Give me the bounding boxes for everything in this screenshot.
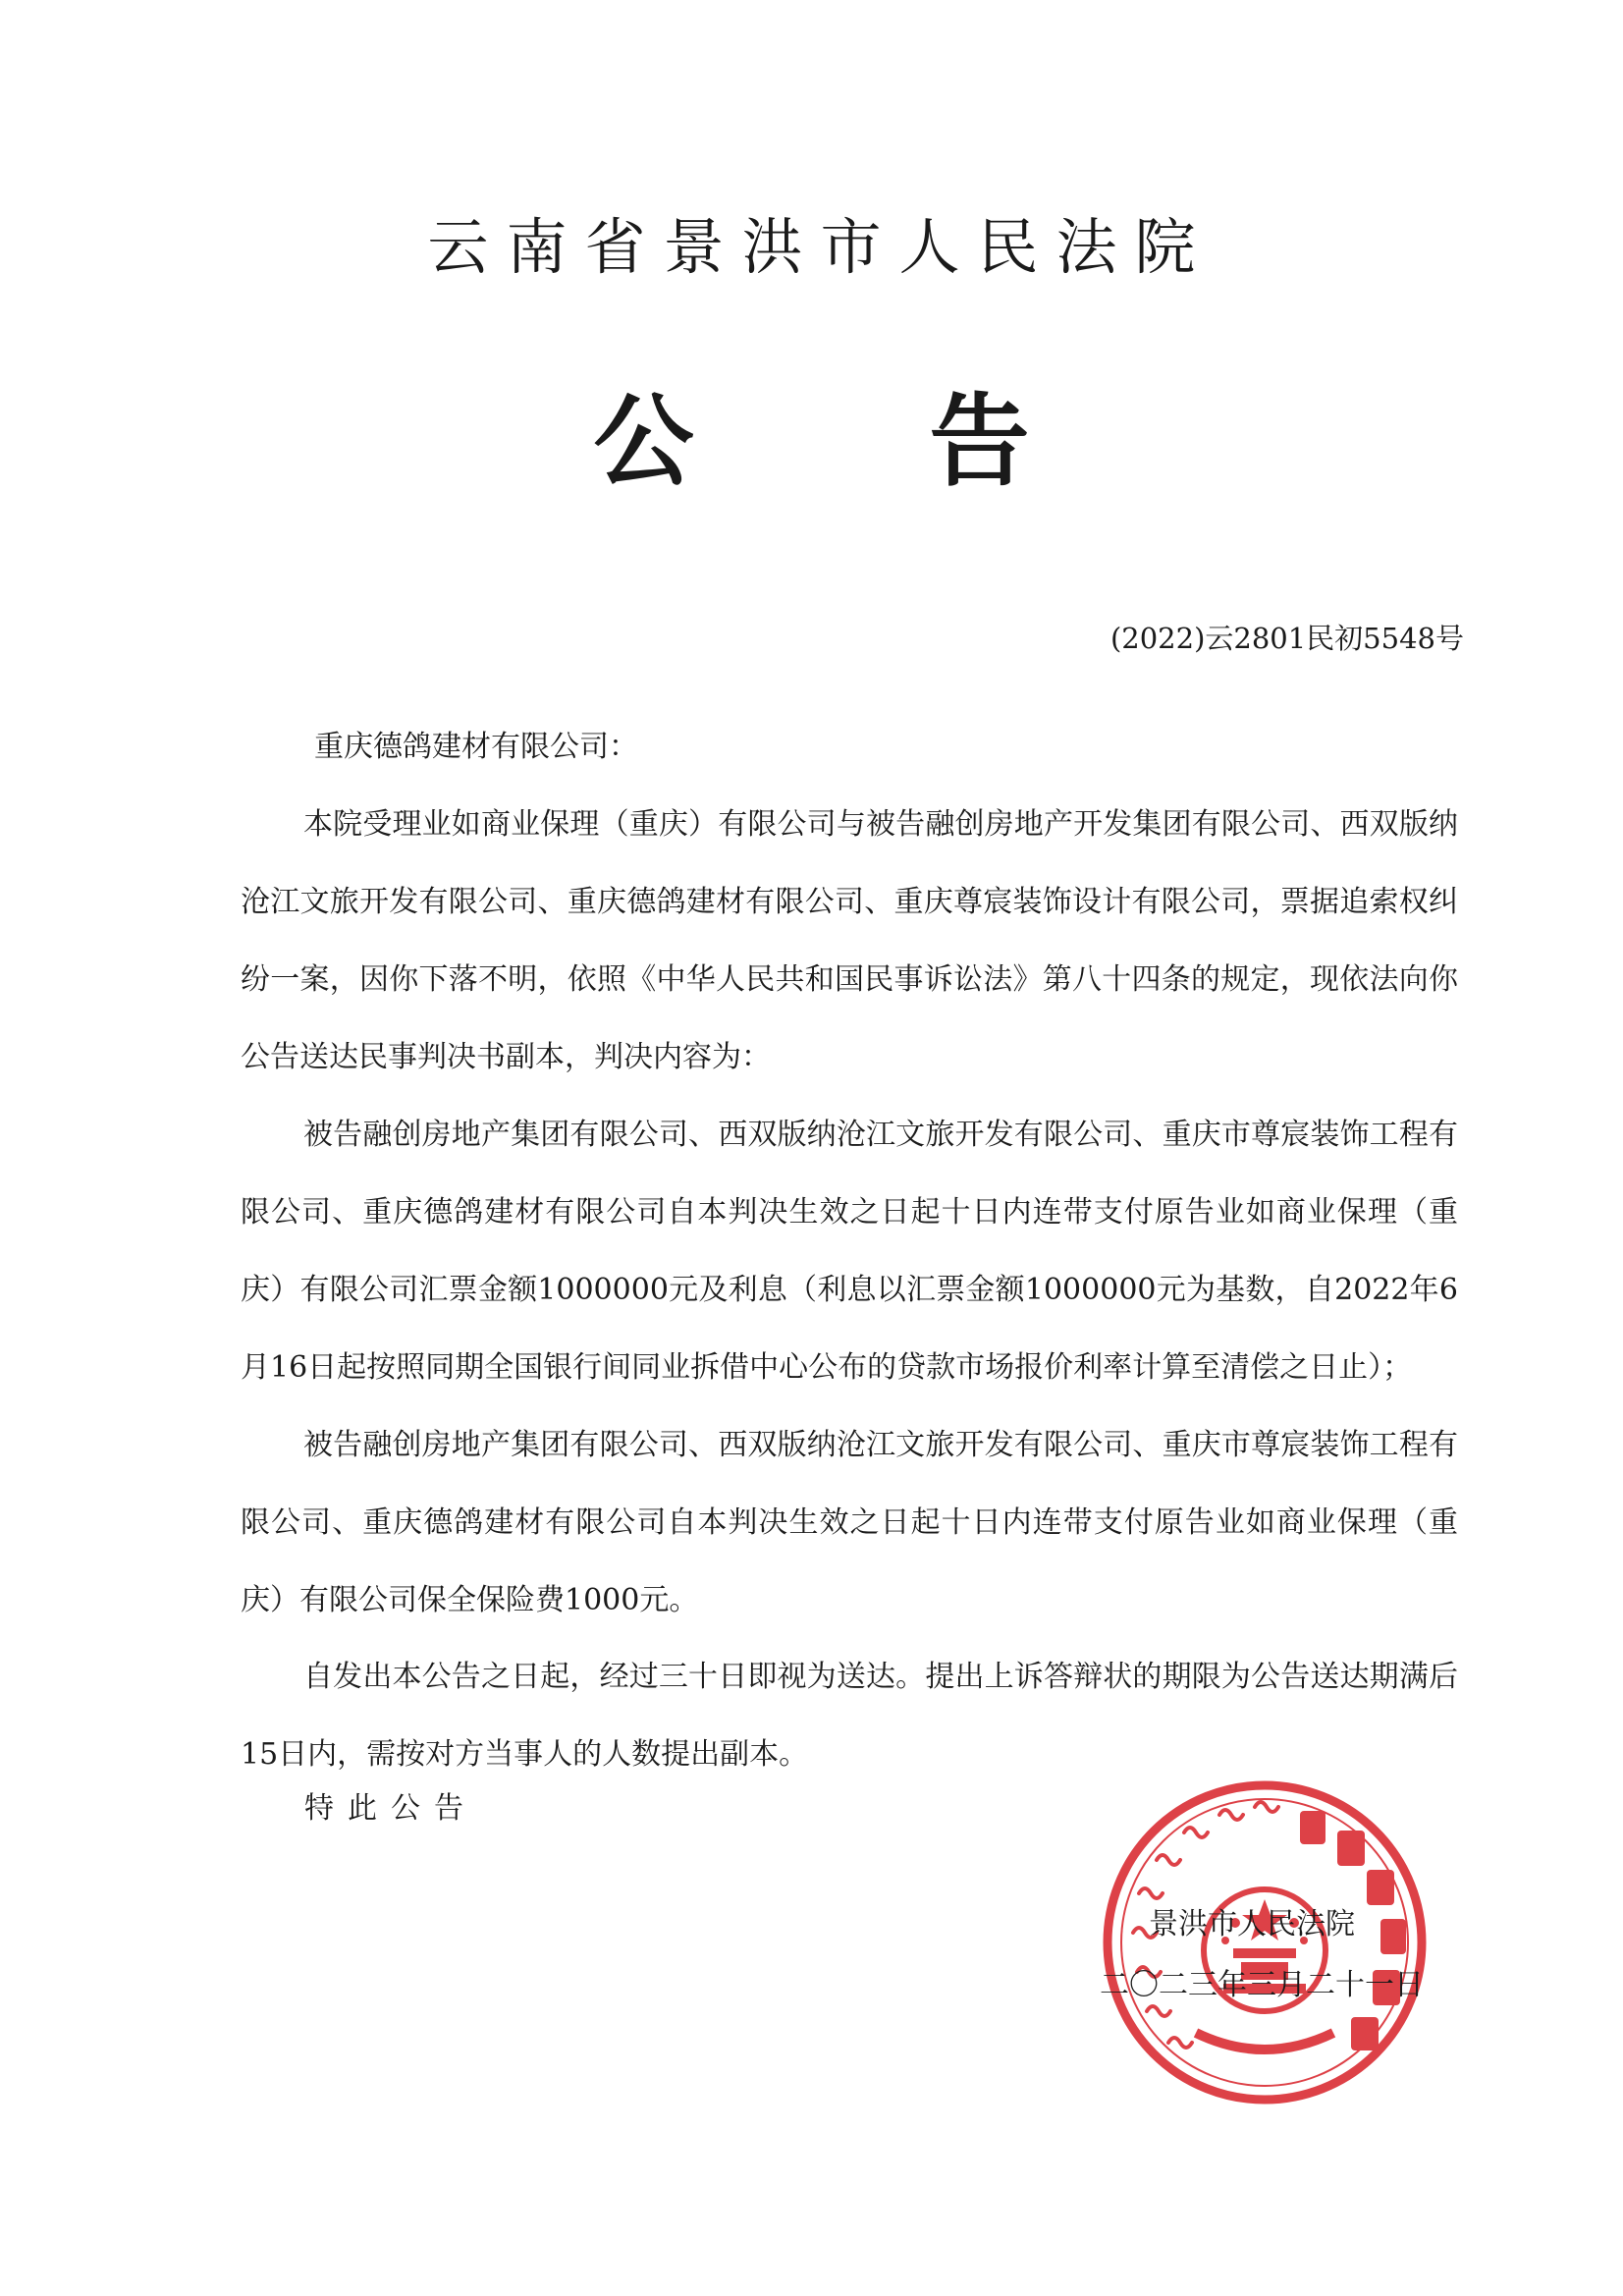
closing-phrase: 特此公告 <box>304 1791 477 1826</box>
signature-date: 二〇二三年三月二十一日 <box>1100 1968 1424 2002</box>
signature-court: 景洪市人民法院 <box>1149 1907 1355 1941</box>
paragraph-case-intro: 本院受理业如商业保理（重庆）有限公司与被告融创房地产开发集团有限公司、西双版纳沧江文旅开发有限公司、重庆德鸽建材有限公司、重庆尊宸装饰设计有限公司，票据追索权纠纷一案，因你下落不明，依照《中华人民共和国民事诉讼法》第八十四条的规定，现依法向你公告送达民事判决书副本，判决内容为： <box>241 807 1458 1074</box>
paragraph-judgment-payment: 被告融创房地产集团有限公司、西双版纳沧江文旅开发有限公司、重庆市尊宸装饰工程有限公司、重庆德鸽建材有限公司自本判决生效之日起十日内连带支付原告业如商业保理（重庆）有限公司汇票金额1000000元及利息（利息以汇票金额1000000元为基数，自2022年6月16日起按照同期全国银行间同业拆借中心公布的贷款市场报价利率计算至清偿之日止）； <box>241 1118 1458 1385</box>
document-title: 公告 <box>593 383 1266 501</box>
paragraph-service-notice: 自发出本公告之日起，经过三十日即视为送达。提出上诉答辩状的期限为公告送达期满后15日内，需按对方当事人的人数提出副本。 <box>241 1660 1458 1772</box>
paragraph-judgment-insurance: 被告融创房地产集团有限公司、西双版纳沧江文旅开发有限公司、重庆市尊宸装饰工程有限公司、重庆德鸽建材有限公司自本判决生效之日起十日内连带支付原告业如商业保理（重庆）有限公司保全保险费1000元。 <box>241 1428 1458 1617</box>
court-title: 云南省景洪市人民法院 <box>427 211 1214 283</box>
case-number: (2022)云2801民初5548号 <box>1109 622 1464 655</box>
addressee: 重庆德鸽建材有限公司： <box>314 730 638 764</box>
